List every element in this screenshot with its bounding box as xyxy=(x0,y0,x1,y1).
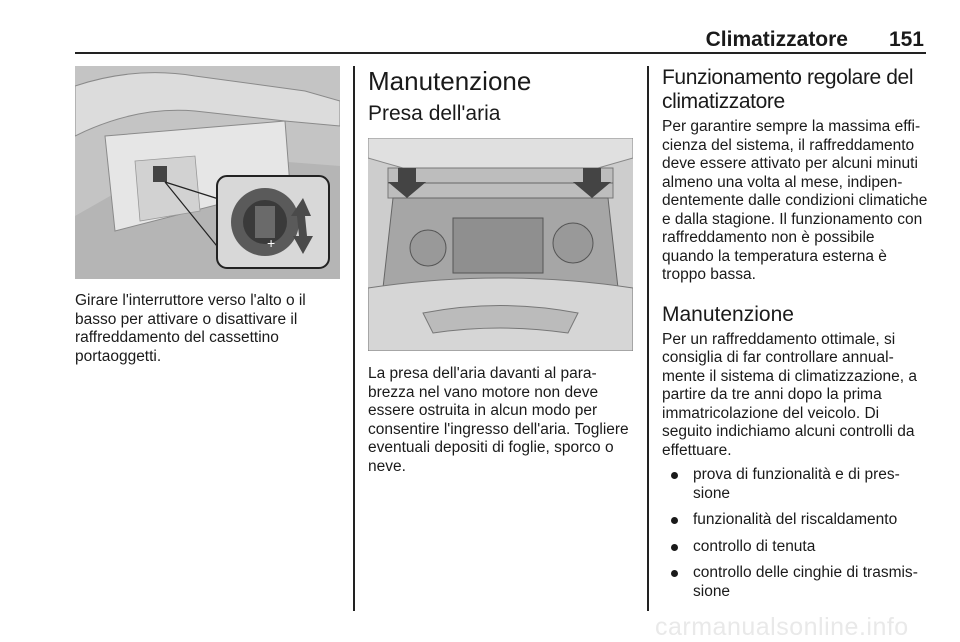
bullet-icon xyxy=(671,570,678,577)
glovebox-figure xyxy=(75,66,340,279)
section-title: Manutenzione xyxy=(368,66,532,96)
ac-operation-paragraph: Per garantire sempre la massima efficienza del sistema, il raffreddamento deve essere attivato per alcuni minuti almeno una volta al mese, indipendentemente dalle condizioni climatiche e dalla stagione. Il funzionamento con raffreddamento non è possibile quando la temperatura esterna è troppo bassa. xyxy=(662,118,928,283)
list-item: controllo di tenuta xyxy=(662,538,928,557)
bullet-icon xyxy=(671,472,678,479)
air-intake-caption: La presa dell'aria davanti al parabrezza nel vano motore non deve essere ostruita in alcun modo per consentire l'ingresso dell'aria. Togliere eventuali depositi di foglie, sporco o neve. xyxy=(368,365,629,475)
page-number: 151 xyxy=(888,28,924,51)
page-header xyxy=(75,28,926,52)
bullet-icon xyxy=(671,544,678,551)
ac-operation-title: Funzionamento regolare del climatizzatore xyxy=(662,66,914,113)
section-name: Climatizzatore xyxy=(705,28,848,51)
maintenance-paragraph: Per un raffreddamento ottimale, si consiglia di far controllare annualmente il sistema di climatizzazione, a partire da tre anni dopo la prima immatricolazione del veicolo. Di seguito indichiamo alcuni controlli da effettuare. xyxy=(662,330,917,459)
subsection-title: Presa dell'aria xyxy=(368,102,501,125)
column-2 xyxy=(368,66,633,476)
header-rule xyxy=(75,52,926,54)
watermark: carmanualsonline.info xyxy=(655,613,909,641)
column-1 xyxy=(75,66,340,366)
list-item: controllo delle cinghie di trasmissione xyxy=(662,564,928,601)
glovebox-caption: Girare l'interruttore verso l'alto o il basso per attivare o disattivare il raffreddamento del cassettino portaoggetti. xyxy=(75,292,306,365)
maintenance-title: Manutenzione xyxy=(662,302,794,326)
column-divider-1 xyxy=(353,66,355,611)
engine-bay-figure xyxy=(368,138,633,351)
bullet-icon xyxy=(671,517,678,524)
column-3 xyxy=(662,66,928,609)
list-item: prova di funzionalità e di pressione xyxy=(662,466,928,503)
list-item: funzionalità del riscaldamento xyxy=(662,511,928,530)
maintenance-checklist xyxy=(662,466,928,601)
svg-text:+: + xyxy=(267,235,276,251)
column-divider-2 xyxy=(647,66,649,611)
